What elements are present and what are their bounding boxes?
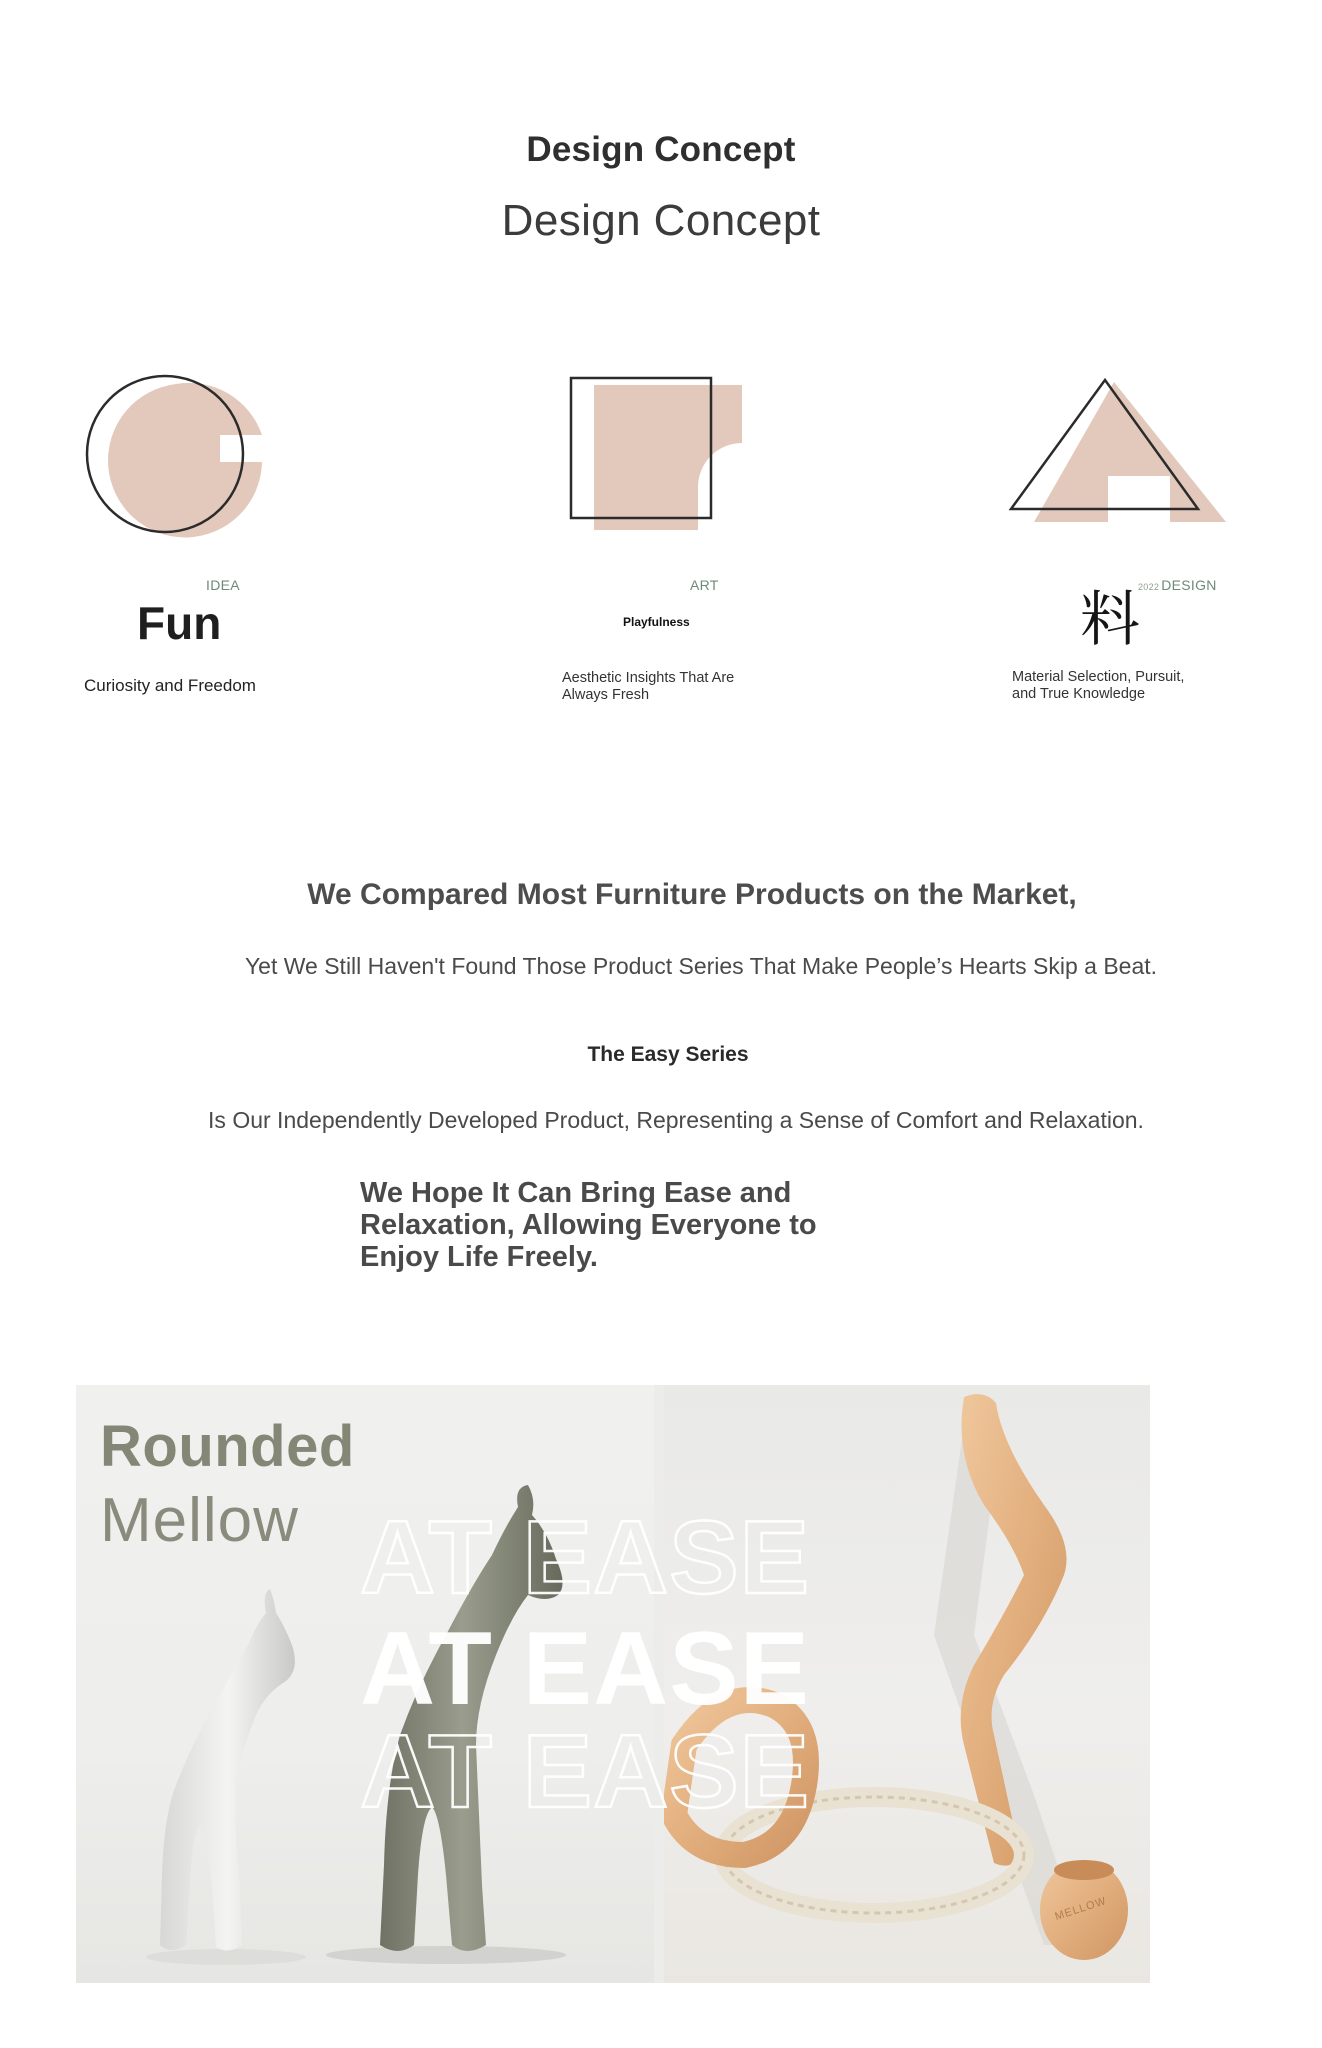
concept-tag-design: 2022 DESIGN xyxy=(1138,577,1217,593)
concept-caption-material: Material Selection, Pursuit, and True Knowledge xyxy=(1012,669,1185,703)
series-description: Is Our Independently Developed Product, Representing a Sense of Comfort and Relaxation. xyxy=(208,1107,1144,1133)
banner-word-rounded: Rounded xyxy=(100,1414,355,1479)
headline-not-found: Yet We Still Haven't Found Those Product Series That Make People’s Hearts Skip a Beat. xyxy=(244,953,1158,979)
concept-caption-playfulness: Aesthetic Insights That Are Always Fresh xyxy=(562,670,735,704)
concept-word-fun: Fun xyxy=(137,597,222,649)
concept-tag-art: ART xyxy=(690,577,719,593)
section-title: Design Concept xyxy=(526,130,796,169)
headline-compared: We Compared Most Furniture Products on the Market, xyxy=(307,878,1077,911)
concept-word-material: 料 xyxy=(1080,585,1140,655)
circle-concept-icon xyxy=(84,372,274,552)
banner-word-mellow: Mellow xyxy=(100,1486,299,1555)
concept-caption-fun: Curiosity and Freedom xyxy=(84,676,256,695)
ease-text-solid: AT EASE xyxy=(360,1611,811,1727)
triangle-concept-icon xyxy=(1008,378,1238,528)
concept-word-playfulness: Playfulness xyxy=(623,615,690,629)
ease-text-outline-top: AT EASE xyxy=(360,1500,811,1616)
product-mark: MELLOW xyxy=(1053,1894,1109,1924)
section-subtitle: Design Concept xyxy=(501,196,821,245)
square-concept-icon xyxy=(568,375,748,535)
ease-text-outline-bottom: AT EASE xyxy=(360,1714,811,1830)
concept-tag-idea: IDEA xyxy=(206,577,240,593)
series-name: The Easy Series xyxy=(587,1043,749,1066)
hope-statement: We Hope It Can Bring Ease and Relaxation, Allowing Everyone to Enjoy Life Freely. xyxy=(360,1177,817,1273)
